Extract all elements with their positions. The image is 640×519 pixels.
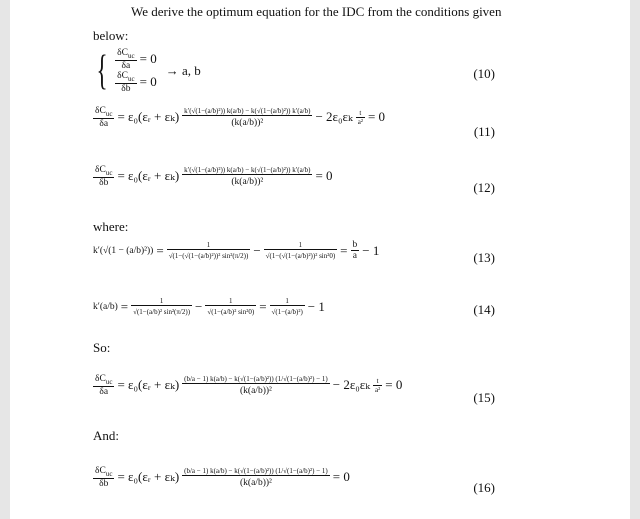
eq15-t-frac: $\frac{t}{\text{a²}}$: [375, 376, 381, 394]
eq14-lhs: k′(a/b): [93, 301, 118, 312]
eq14-term2: $\frac{1}{\text{√(1−(a/b)² sin²0)}}$: [207, 297, 255, 316]
eq11-lhs: $\frac{\delta C_{uc}}{\delta a}$: [95, 106, 113, 129]
eq16-tail: = 0: [332, 469, 350, 485]
equation-13: [93, 240, 382, 261]
eq10-zero-a: = 0: [139, 51, 157, 67]
eq14-equals-2: =: [259, 298, 267, 314]
eq11-tail: = 0: [367, 109, 386, 125]
eq13-tail: − 1: [362, 242, 380, 258]
eq16-lhs: $\frac{\delta C_{uc}}{\delta b}$: [95, 466, 113, 489]
eq13-lhs: k′(√(1 − (a/b)²)): [93, 245, 154, 256]
eq-number-16: (16): [473, 480, 495, 495]
eq-number-15: (15): [473, 390, 495, 405]
eq-number-13: (13): [473, 250, 495, 265]
equation-11: [93, 106, 388, 129]
equation-12: [93, 165, 336, 188]
eq10-zero-b: = 0: [139, 74, 157, 90]
equation-15: [93, 374, 405, 397]
eq15-suffix: − 2ε₀εₖ: [332, 377, 371, 393]
eq15-numerator: (b/a − 1) k(a/b) − k(√(1−(a/b)²)) (1/√(1−(a/b)²) − 1): [184, 374, 328, 383]
eq-number-10: (10): [473, 66, 495, 81]
eq15-lhs: $\frac{\delta C_{uc}}{\delta a}$: [95, 374, 113, 397]
eq11-suffix: − 2ε₀εₖ: [315, 109, 353, 125]
where-label: where:: [93, 219, 129, 234]
eq12-numerator: k′(√(1−(a/b)²)) k(a/b) − k(√(1−(a/b)²)) k′(a/b): [184, 165, 311, 174]
eq12-main-fraction: [182, 166, 312, 187]
eq12-denominator: (k(a/b))²: [182, 174, 312, 187]
eq13-term2: $\frac{1}{\text{√(1−(√(1−(a/b)²))² sin²0)}}$: [265, 241, 336, 260]
eq12-lhs: $\frac{\delta C_{uc}}{\delta b}$: [95, 165, 113, 188]
below-label: below:: [93, 28, 129, 43]
eq13-equals-2: =: [340, 242, 348, 258]
eq13-b-over-a: $\frac{b}{a}$: [352, 240, 358, 261]
intro-text: We derive the optimum equation for the IDC from the conditions given: [131, 4, 502, 19]
eq14-tail: − 1: [307, 298, 325, 314]
and-label: And:: [93, 428, 119, 443]
equation-10: [92, 48, 204, 94]
eq16-prefix: = ε₀(εᵣ + εₖ): [117, 469, 180, 485]
eq10-frac-a: $\frac{\delta C_{uc}}{\delta a}$: [117, 48, 135, 71]
eq15-prefix: = ε₀(εᵣ + εₖ): [117, 377, 180, 393]
eq11-main-fraction: [182, 107, 312, 128]
eq11-denominator: (k(a/b))²: [182, 115, 312, 128]
eq-number-12: (12): [473, 180, 495, 195]
eq16-main-fraction: [182, 467, 330, 488]
equation-16: [93, 466, 353, 489]
eq14-term1: $\frac{1}{\text{√(1−(a/b)² sin²(π/2))}}$: [133, 297, 191, 316]
equation-14: [93, 297, 328, 316]
eq11-numerator: k′(√(1−(a/b)²)) k(a/b) − k(√(1−(a/b)²)) k′(a/b): [184, 106, 311, 115]
eq10-result: → a, b: [165, 62, 201, 78]
eq14-term3: $\frac{1}{\text{√(1−(a/b)²)}}$: [271, 297, 303, 316]
eq10-frac-b: $\frac{\delta C_{uc}}{\delta b}$: [117, 70, 135, 94]
eq12-prefix: = ε₀(εᵣ + εₖ): [117, 168, 180, 184]
eq13-minus: −: [253, 242, 261, 258]
eq15-tail: = 0: [385, 377, 403, 393]
left-brace: {: [96, 47, 108, 94]
eq15-main-fraction: [182, 375, 330, 396]
eq12-tail: = 0: [315, 168, 333, 184]
eq14-equals: =: [120, 298, 129, 314]
eq15-denominator: (k(a/b))²: [182, 383, 330, 396]
eq-number-11: (11): [473, 124, 495, 139]
eq16-numerator: (b/a − 1) k(a/b) − k(√(1−(a/b)²)) (1/√(1−(a/b)²) − 1): [184, 466, 328, 475]
eq11-t-frac: $\frac{t}{\text{a²}}$: [357, 108, 363, 126]
eq11-prefix: = ε₀(εᵣ + εₖ): [117, 109, 180, 125]
eq13-equals: =: [156, 242, 164, 258]
eq13-term1: $\frac{1}{\text{√(1−(√(1−(a/b)²))² sin²(π/2))}}$: [168, 241, 249, 260]
eq-number-14: (14): [473, 302, 495, 317]
eq14-minus: −: [195, 298, 203, 314]
so-label: So:: [93, 340, 111, 355]
eq16-denominator: (k(a/b))²: [182, 475, 330, 488]
